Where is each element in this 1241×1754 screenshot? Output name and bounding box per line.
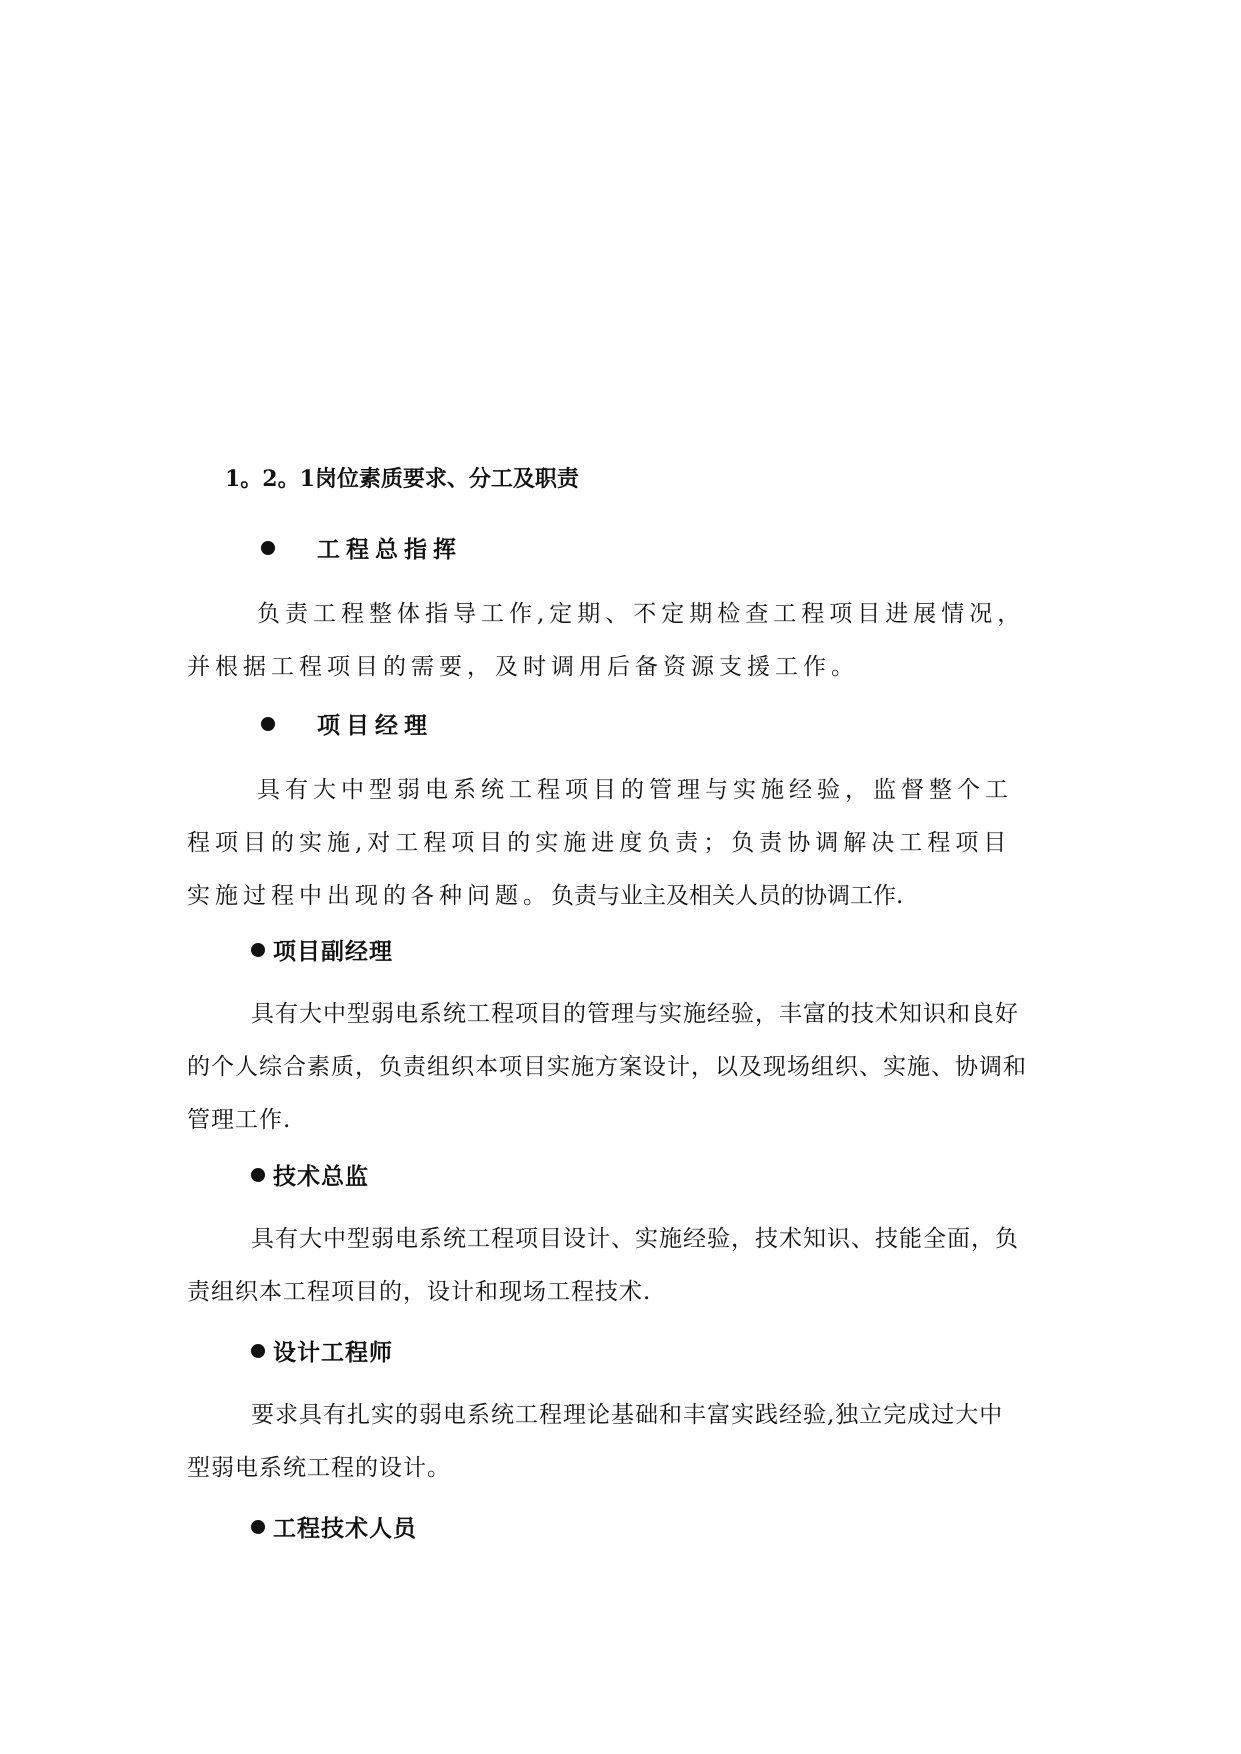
role-heading-deputy-manager <box>251 933 393 966</box>
bullet-icon <box>251 1168 265 1182</box>
role-description-design-engineer <box>187 1389 1049 1495</box>
paragraph-line: 具有大中型弱电系统工程项目的管理与实施经验，丰富的技术知识和良好 <box>251 1001 1019 1027</box>
role-description-chief-commander <box>187 588 1049 694</box>
bullet-icon <box>251 1344 265 1358</box>
section-heading: 1。2。1岗位素质要求、分工及职责 <box>225 466 579 492</box>
role-heading-project-manager <box>261 707 433 740</box>
role-title: 项目经理 <box>317 712 433 739</box>
bullet-icon <box>261 541 275 555</box>
paragraph-line: 负责与业主及相关人员的协调工作. <box>551 883 904 909</box>
paragraph-line: 程项目的实施,对工程项目的实施进度负责；负责协调解决工程项目 <box>187 830 1012 856</box>
paragraph-line: 的个人综合素质，负责组织本项目实施方案设计，以及现场组织、实施、协调和 <box>187 1054 1027 1080</box>
paragraph-line: 实施过程中出现的各种问题。 <box>187 883 551 909</box>
bullet-icon <box>261 717 275 731</box>
paragraph-line: 责组织本工程项目的，设计和现场工程技术. <box>187 1279 652 1305</box>
role-title: 技术总监 <box>273 1163 369 1190</box>
paragraph-line: 要求具有扎实的弱电系统工程理论基础和丰富实践经验,独立完成过大中 <box>251 1402 1004 1428</box>
role-heading-engineering-technicians <box>251 1510 417 1543</box>
paragraph-line: 型弱电系统工程的设计。 <box>187 1455 451 1481</box>
role-title: 设计工程师 <box>273 1339 393 1366</box>
role-heading-technical-director <box>251 1158 369 1191</box>
role-heading-design-engineer <box>251 1334 393 1367</box>
paragraph-line: 负责工程整体指导工作,定期、不定期检查工程项目进展情况， <box>257 601 1026 627</box>
role-title: 工程技术人员 <box>273 1515 417 1542</box>
paragraph-line: 具有大中型弱电系统工程项目的管理与实施经验，监督整个工 <box>257 777 1013 803</box>
role-description-technical-director <box>187 1213 1049 1319</box>
role-description-project-manager <box>187 764 1049 923</box>
paragraph-line: 管理工作. <box>187 1107 292 1133</box>
role-heading-chief-commander <box>261 531 462 564</box>
paragraph-line: 具有大中型弱电系统工程项目设计、实施经验，技术知识、技能全面，负 <box>251 1226 1019 1252</box>
role-description-deputy-manager <box>187 988 1049 1147</box>
bullet-icon <box>251 943 265 957</box>
role-title: 工程总指挥 <box>317 536 462 563</box>
bullet-icon <box>251 1520 265 1534</box>
role-title: 项目副经理 <box>273 938 393 965</box>
paragraph-line: 并根据工程项目的需要，及时调用后备资源支援工作。 <box>187 654 859 680</box>
